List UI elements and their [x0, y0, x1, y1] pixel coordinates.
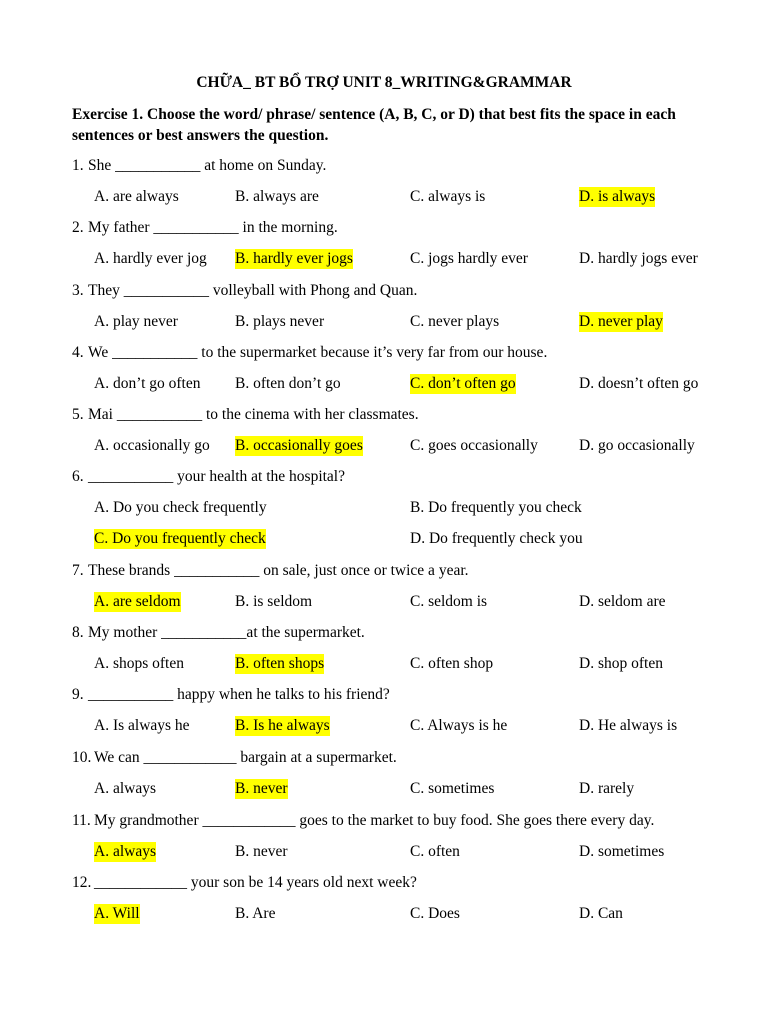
answer-option: C. jogs hardly ever: [410, 250, 528, 267]
answer-option: B. always are: [235, 188, 319, 205]
question-stem: [72, 623, 752, 643]
question-number: 12.: [72, 874, 92, 891]
question-number: 5.: [72, 406, 84, 423]
answer-option: D. He always is: [579, 717, 678, 734]
question-text: ___________ happy when he talks to his friend?: [88, 686, 390, 703]
question-number: 6.: [72, 468, 84, 485]
answer-option: C. goes occasionally: [410, 437, 538, 454]
question-text: These brands ___________ on sale, just once or twice a year.: [88, 562, 469, 579]
answer-option: C. Does: [410, 905, 460, 922]
answer-options-row: [0, 187, 768, 207]
answer-option: D. seldom are: [579, 593, 666, 610]
answer-option: D. sometimes: [579, 843, 665, 860]
question-stem: [72, 156, 752, 176]
answer-option-correct: B. Is he always: [235, 717, 330, 734]
question-number: 3.: [72, 282, 84, 299]
answer-option: A. occasionally go: [94, 437, 210, 454]
answer-option: C. sometimes: [410, 780, 495, 797]
question-number: 10.: [72, 749, 92, 766]
document-title: CHỮA_ BT BỔ TRỢ UNIT 8_WRITING&GRAMMAR: [196, 74, 572, 91]
question-text: ___________ your health at the hospital?: [88, 468, 345, 485]
question-number: 1.: [72, 157, 84, 174]
answer-option: D. Can: [579, 905, 623, 922]
answer-option: D. rarely: [579, 780, 635, 797]
answer-option: B. Are: [235, 905, 276, 922]
answer-option: C. never plays: [410, 313, 500, 330]
answer-options-row: [0, 374, 768, 394]
answer-options-row: [0, 436, 768, 456]
answer-option: A. Is always he: [94, 717, 190, 734]
answer-option: B. often don’t go: [235, 375, 341, 392]
question-stem: [72, 218, 752, 238]
question-stem: [72, 343, 752, 363]
answer-option-correct: D. never play: [579, 313, 663, 330]
answer-option: A. shops often: [94, 655, 184, 672]
answer-option-correct: C. Do you frequently check: [94, 530, 266, 547]
answer-option: D. Do frequently check you: [410, 530, 583, 547]
question-stem: [72, 748, 752, 768]
answer-option: A. hardly ever jog: [94, 250, 207, 267]
question-text: My mother ___________at the supermarket.: [88, 624, 365, 641]
question-number: 9.: [72, 686, 84, 703]
answer-option: B. is seldom: [235, 593, 313, 610]
answer-option: C. always is: [410, 188, 486, 205]
question-number: 11.: [72, 812, 91, 829]
question-number: 7.: [72, 562, 84, 579]
answer-options-row: [0, 654, 768, 674]
answer-option: D. hardly jogs ever: [579, 250, 698, 267]
answer-option: A. always: [94, 780, 156, 797]
answer-options-row: [0, 779, 768, 799]
answer-option-correct: B. occasionally goes: [235, 437, 363, 454]
answer-option: B. Do frequently you check: [410, 499, 582, 516]
question-number: 2.: [72, 219, 84, 236]
answer-option-correct: D. is always: [579, 188, 656, 205]
answer-options-row: [0, 312, 768, 332]
question-stem: [72, 811, 752, 831]
answer-option-correct: B. hardly ever jogs: [235, 250, 353, 267]
answer-option-correct: A. are seldom: [94, 593, 181, 610]
answer-option-correct: B. never: [235, 780, 288, 797]
question-text: We ___________ to the supermarket because it’s very far from our house.: [88, 344, 548, 361]
answer-option: A. Do you check frequently: [94, 499, 267, 516]
question-stem: [72, 685, 752, 705]
answer-option: D. shop often: [579, 655, 663, 672]
answer-options-row: [0, 904, 768, 924]
answer-options-row: [0, 529, 768, 549]
question-number: 4.: [72, 344, 84, 361]
answer-option: A. are always: [94, 188, 179, 205]
question-stem: [72, 281, 752, 301]
question-text: My grandmother ____________ goes to the market to buy food. She goes there every day.: [94, 812, 655, 829]
question-stem: [72, 561, 752, 581]
answer-options-row: [0, 716, 768, 736]
answer-option-correct: C. don’t often go: [410, 375, 516, 392]
question-stem: [72, 467, 752, 487]
answer-option: C. Always is he: [410, 717, 508, 734]
answer-option-correct: B. often shops: [235, 655, 325, 672]
answer-option: A. play never: [94, 313, 178, 330]
question-stem: [72, 873, 752, 893]
answer-options-row: [0, 842, 768, 862]
answer-option: B. plays never: [235, 313, 325, 330]
question-text: My father ___________ in the morning.: [88, 219, 338, 236]
answer-option: C. often: [410, 843, 460, 860]
question-stem: [72, 405, 752, 425]
question-text: We can ____________ bargain at a supermarket.: [94, 749, 397, 766]
answer-option: A. don’t go often: [94, 375, 201, 392]
answer-option-correct: A. Will: [94, 905, 140, 922]
answer-option: B. never: [235, 843, 288, 860]
answer-option: D. go occasionally: [579, 437, 695, 454]
answer-options-row: [0, 249, 768, 269]
question-text: She ___________ at home on Sunday.: [88, 157, 327, 174]
question-number: 8.: [72, 624, 84, 641]
answer-options-row: [0, 498, 768, 518]
answer-option: C. often shop: [410, 655, 494, 672]
question-text: ____________ your son be 14 years old next week?: [94, 874, 417, 891]
exercise-instruction: Exercise 1. Choose the word/ phrase/ sentence (A, B, C, or D) that best fits the space in each sentences or best answers the question.: [72, 106, 676, 144]
answer-options-row: [0, 592, 768, 612]
answer-option-correct: A. always: [94, 843, 156, 860]
answer-option: C. seldom is: [410, 593, 488, 610]
question-text: Mai ___________ to the cinema with her classmates.: [88, 406, 419, 423]
question-text: They ___________ volleyball with Phong and Quan.: [88, 282, 418, 299]
answer-option: D. doesn’t often go: [579, 375, 699, 392]
